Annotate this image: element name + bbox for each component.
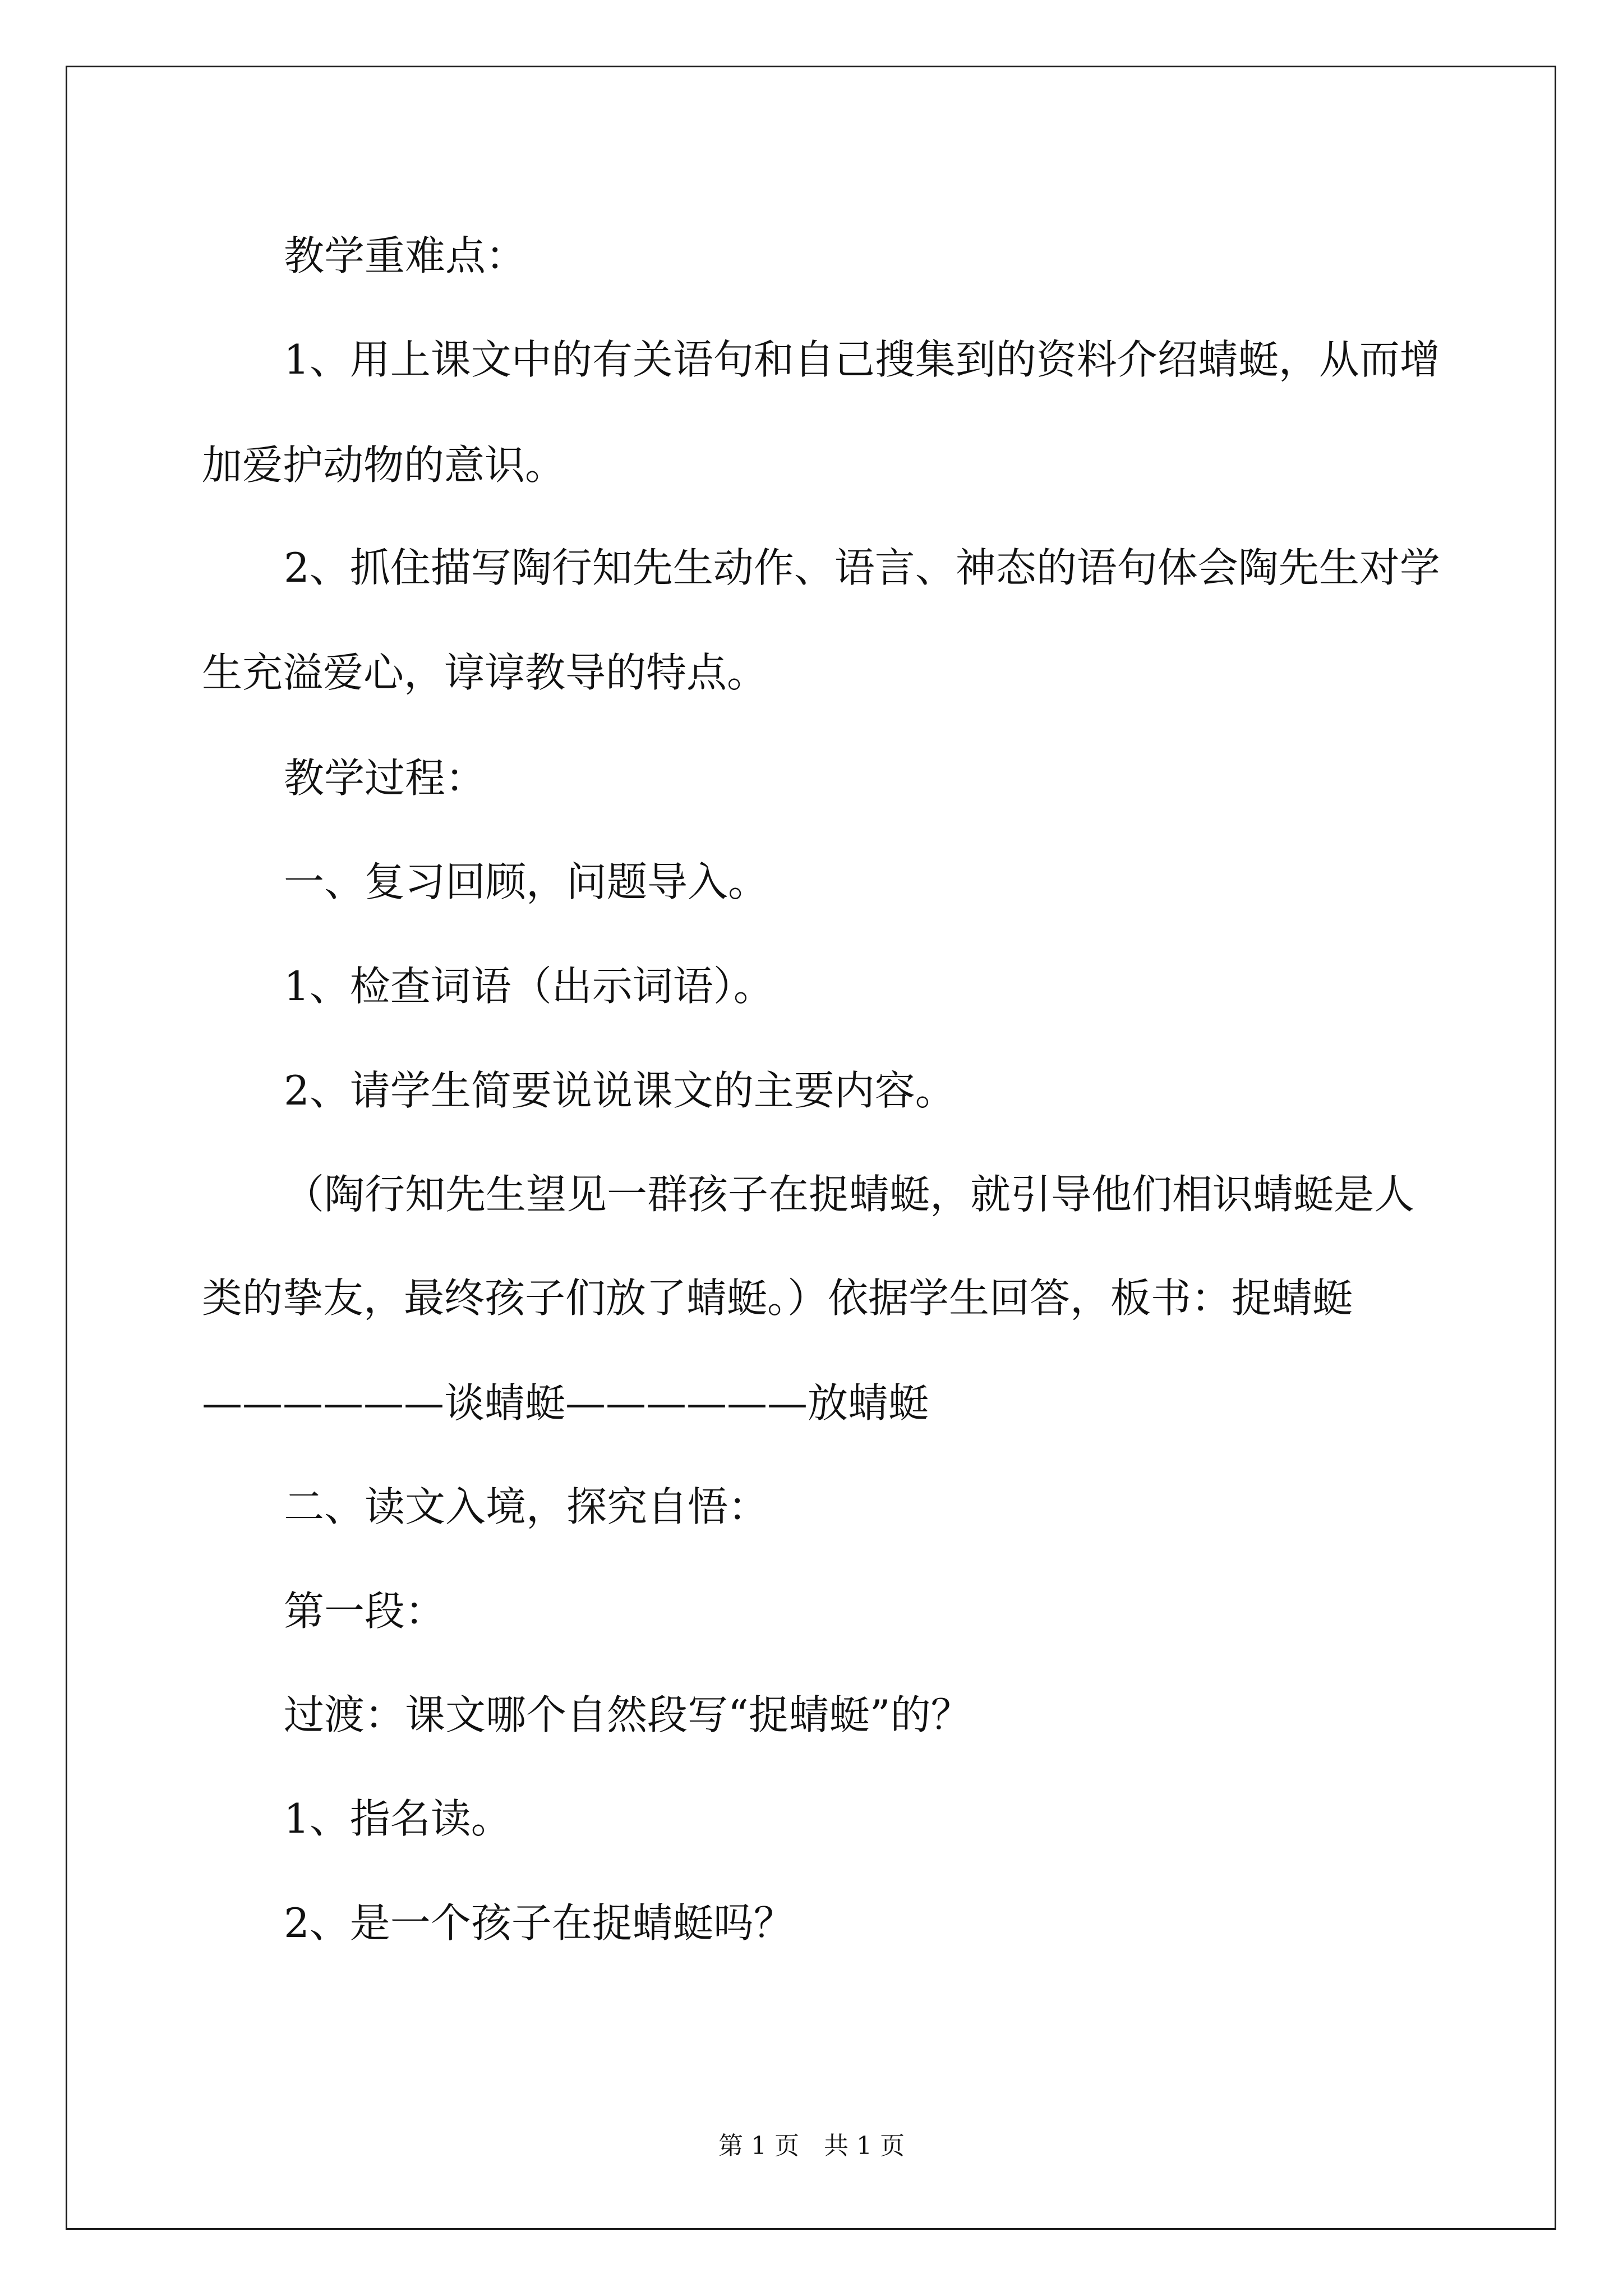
section-heading: 一、复习回顾，问题导入。 [284, 858, 769, 905]
paragraph-line: 1、指名读。 [284, 1795, 511, 1842]
blackboard-line: ——————谈蜻蜓——————放蜻蜓 [202, 1379, 929, 1427]
paragraph-line: 类的挚友，最终孩子们放了蜻蜓。）依据学生回答，板书：捉蜻蜓 [202, 1274, 1353, 1322]
paragraph-line: 2、是一个孩子在捉蜻蜓吗？ [284, 1899, 794, 1947]
paragraph-line: 加爱护动物的意识。 [202, 441, 566, 489]
page-footer: 第 1 页 共 1 页 [718, 2132, 905, 2160]
subsection-heading: 第一段： [284, 1588, 446, 1635]
paragraph-line: 过渡：课文哪个自然段写“捉蜻蜓”的？ [284, 1691, 971, 1738]
paragraph-line: 2、请学生简要说说课文的主要内容。 [284, 1067, 956, 1114]
heading-process: 教学过程： [284, 754, 486, 802]
paragraph-line: 生充溢爱心，谆谆教导的特点。 [202, 649, 768, 696]
paragraph-line: 1、用上课文中的有关语句和自己搜集到的资料介绍蜻蜓，从而增 [284, 336, 1440, 383]
section-heading: 二、读文入境，探究自悟： [284, 1483, 769, 1530]
paragraph-line: 2、抓住描写陶行知先生动作、语言、神态的语句体会陶先生对学 [284, 544, 1440, 591]
paragraph-line: （陶行知先生望见一群孩子在捉蜻蜓，就引导他们相识蜻蜓是人 [284, 1171, 1415, 1218]
paragraph-line: 1、检查词语（出示词语）。 [284, 963, 774, 1010]
heading-key-points: 教学重难点： [284, 232, 527, 279]
